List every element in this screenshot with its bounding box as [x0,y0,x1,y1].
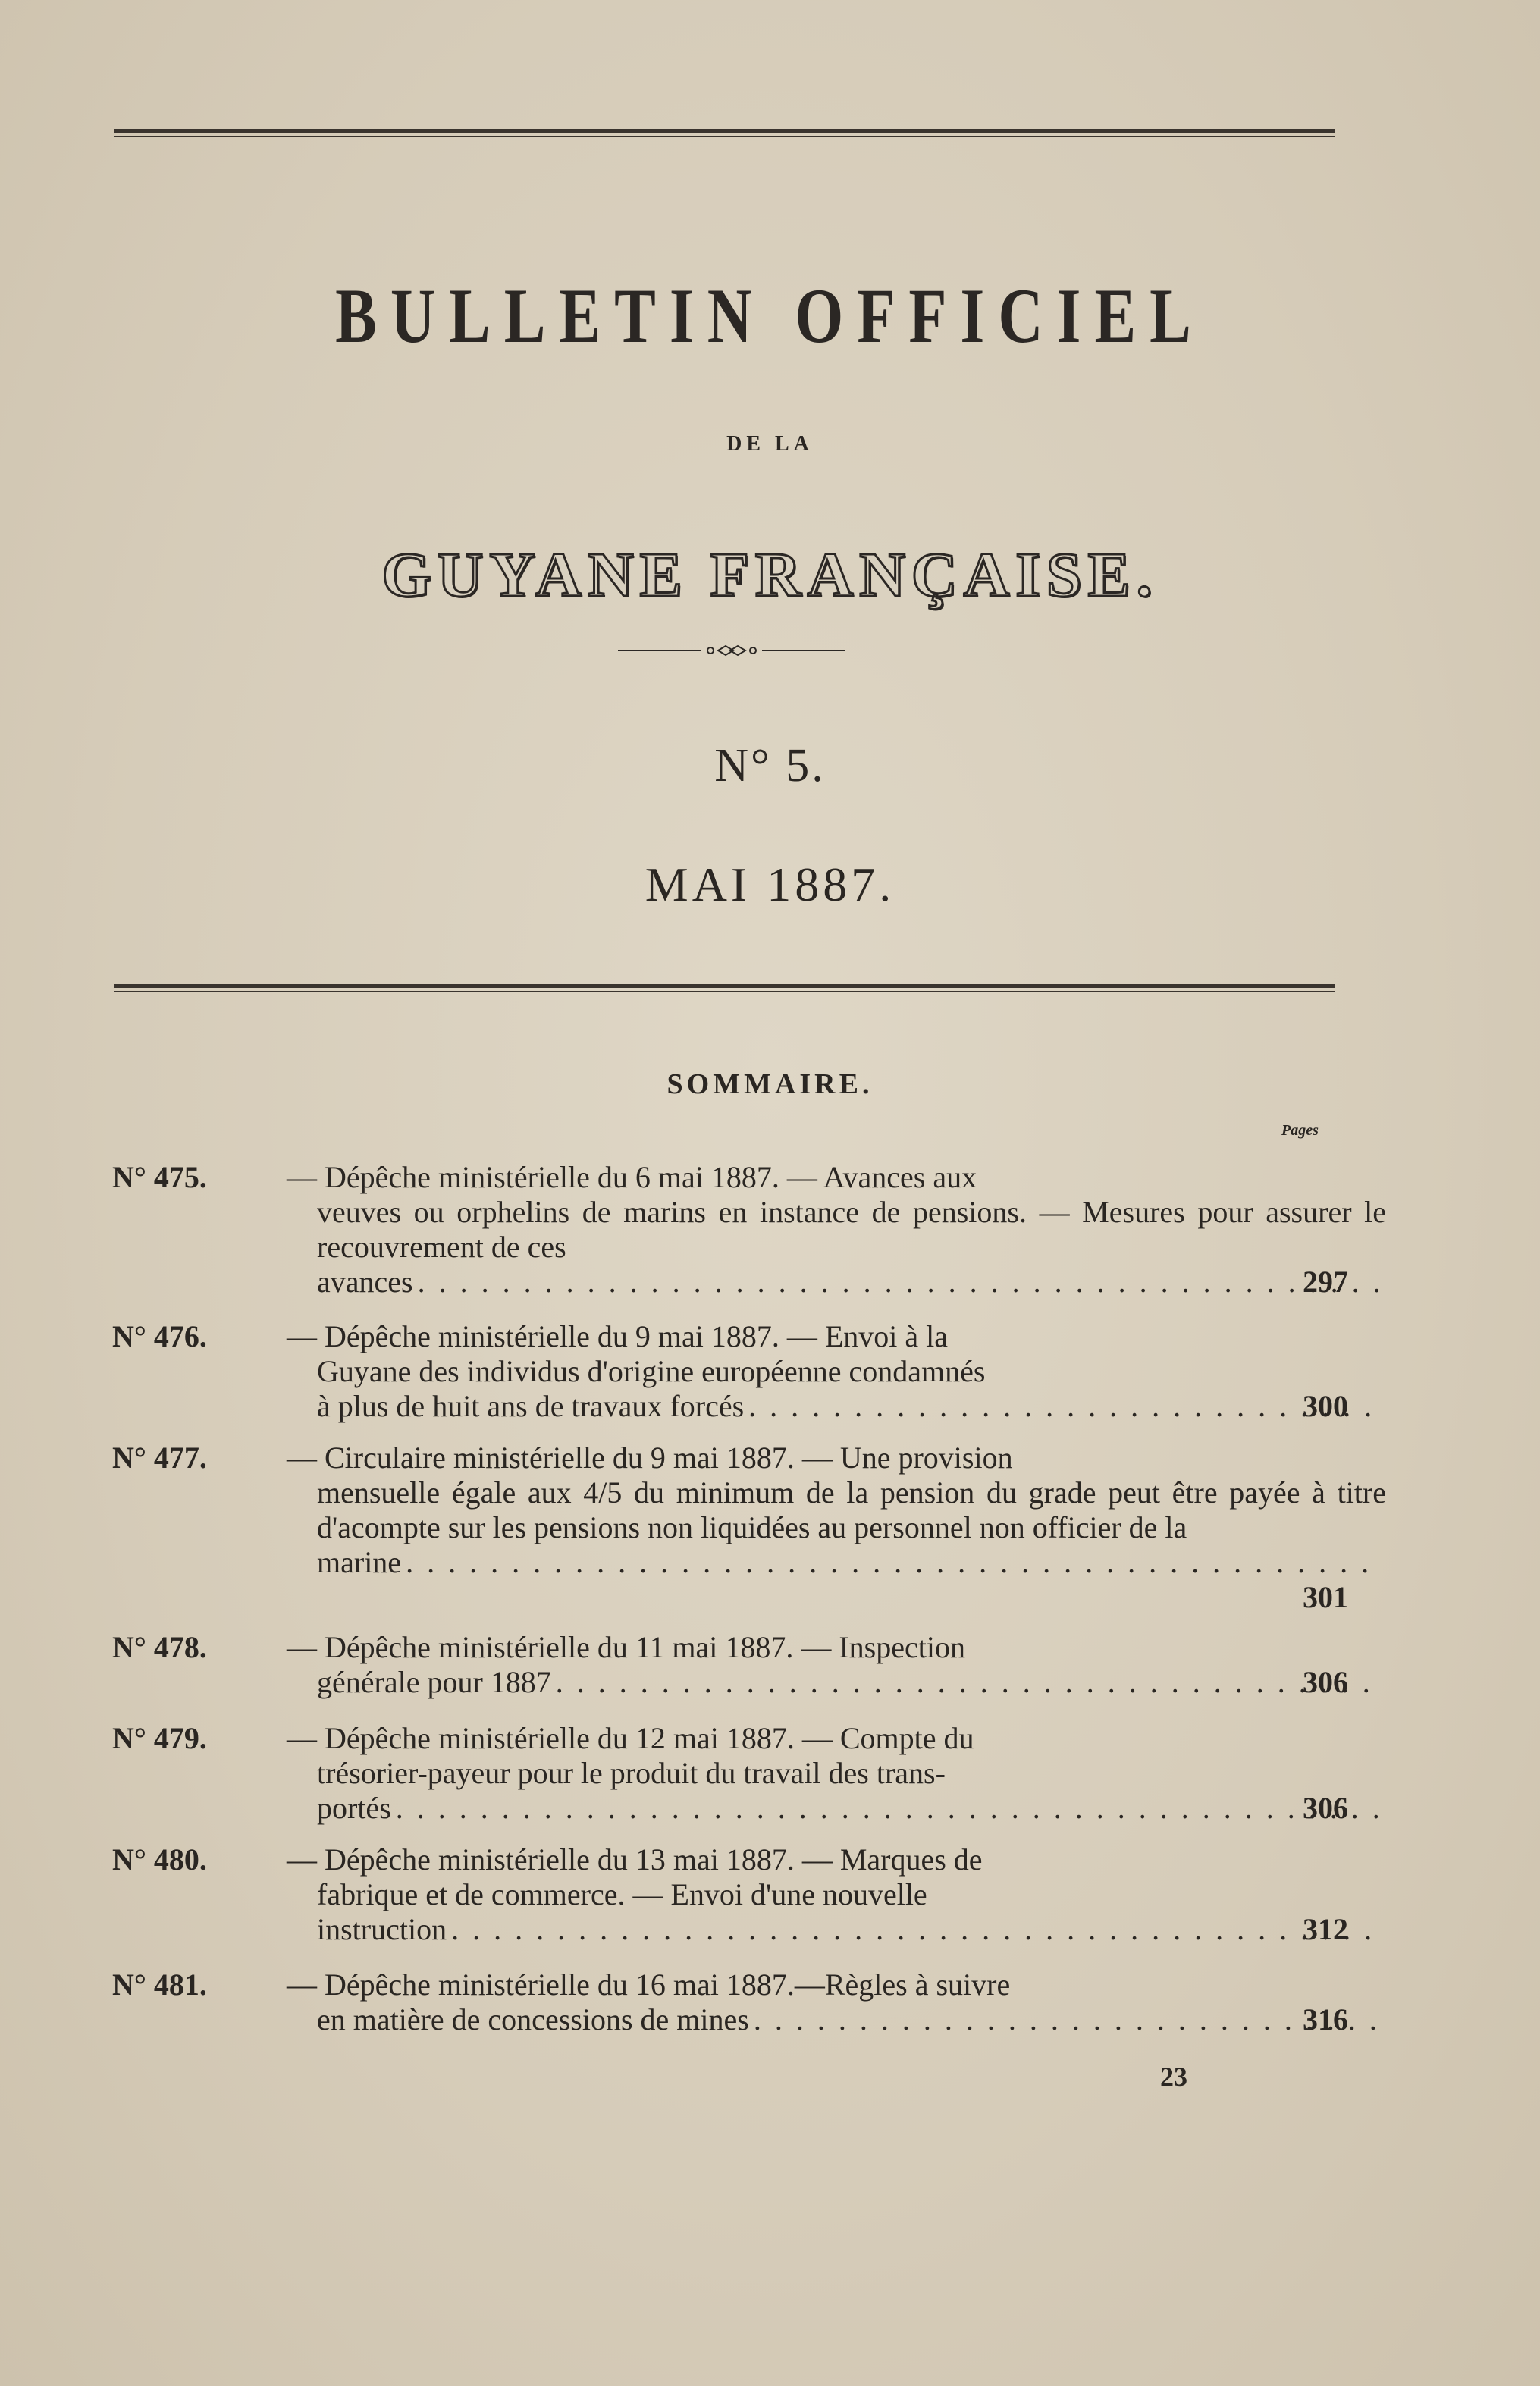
bulletin-subtitle: DE LA [726,432,814,456]
entry-first-line: — Dépêche ministérielle du 6 mai 1887. — Avances aux [287,1160,977,1194]
entry-text: veuves ou orphelins de marins en instance de pensions. — Mesures pour assurer le recouvrement de ces [317,1195,1386,1264]
entry-text: mensuelle égale aux 4/5 du minimum de la pension du grade peut être payée à titre d'acompte sur les pensions non liquidées au personnel non officier de la [317,1475,1386,1544]
entry-first-line: — Dépêche ministérielle du 16 mai 1887.—Règles à suivre [287,1967,1011,2002]
entry-number: N° 477. [112,1441,207,1475]
entry-last-line: marine [317,1545,402,1579]
issue-date: MAI 1887. [645,858,895,911]
entry-last-line: instruction [317,1912,447,1946]
toc-entry [112,1630,1348,1700]
entry-text: fabrique et de commerce. — Envoi d'une nouvelle [317,1877,927,1911]
entry-number: N° 479. [112,1721,207,1755]
dot-leader [406,1545,1382,1580]
entry-page: 312 [1303,1912,1348,1946]
entry-last-line: générale pour 1887 [317,1665,551,1699]
entry-last-line: en matière de concessions de mines [317,2002,749,2036]
dot-leader [556,1665,1382,1700]
toc-entry [112,1967,1348,2037]
entry-text: Guyane des individus d'origine européenne condamnés [317,1354,986,1388]
entry-number: N° 480. [112,1842,207,1877]
middle-rule [114,984,1335,988]
toc-entry [112,1441,1386,1614]
top-rule [114,129,1335,133]
sheet-signature-number: 23 [1160,2061,1187,2092]
colony-title: GUYANE FRANÇAISE. [381,540,1159,610]
entry-number: N° 478. [112,1630,207,1664]
pages-column-label: Pages [1281,1122,1319,1139]
entry-page: 306 [1303,1665,1348,1699]
entry-first-line: — Circulaire ministérielle du 9 mai 1887. — Une provision [287,1441,1013,1475]
entry-number: N° 475. [112,1160,207,1194]
bulletin-title: BULLETIN OFFICIEL [335,272,1205,359]
entry-page: 316 [1303,2002,1348,2036]
ornament-divider [618,644,845,657]
entry-page: 297 [1303,1265,1348,1299]
entry-page: 301 [1303,1580,1348,1614]
entry-number: N° 476. [112,1319,207,1353]
toc-heading: SOMMAIRE. [666,1068,874,1100]
entry-last-line: avances [317,1265,413,1299]
toc-entry [112,1160,1386,1300]
dot-leader [748,1389,1382,1424]
middle-rule-thin [114,991,1335,992]
entry-first-line: — Dépêche ministérielle du 9 mai 1887. — Envoi à la [287,1319,948,1353]
entry-last-line: à plus de huit ans de travaux forcés [317,1389,745,1423]
dot-leader [754,2002,1382,2037]
entry-last-line: portés [317,1791,391,1825]
entry-page: 306 [1303,1791,1348,1825]
dot-leader [451,1912,1382,1947]
entry-first-line: — Dépêche ministérielle du 11 mai 1887. — Inspection [287,1630,965,1664]
entry-first-line: — Dépêche ministérielle du 13 mai 1887. — Marques de [287,1842,983,1877]
entry-number: N° 481. [112,1967,207,2002]
entry-first-line: — Dépêche ministérielle du 12 mai 1887. — Compte du [287,1721,974,1755]
issue-number: N° 5. [714,740,826,792]
toc-entry [112,1842,1348,1947]
toc-entry [112,1319,1348,1424]
dot-leader [396,1791,1382,1826]
toc-entry [112,1721,1348,1826]
entry-page: 300 [1303,1389,1348,1423]
top-rule-thin [114,136,1335,137]
dot-leader [418,1265,1382,1300]
entry-text: trésorier-payeur pour le produit du travail des trans- [317,1756,946,1790]
